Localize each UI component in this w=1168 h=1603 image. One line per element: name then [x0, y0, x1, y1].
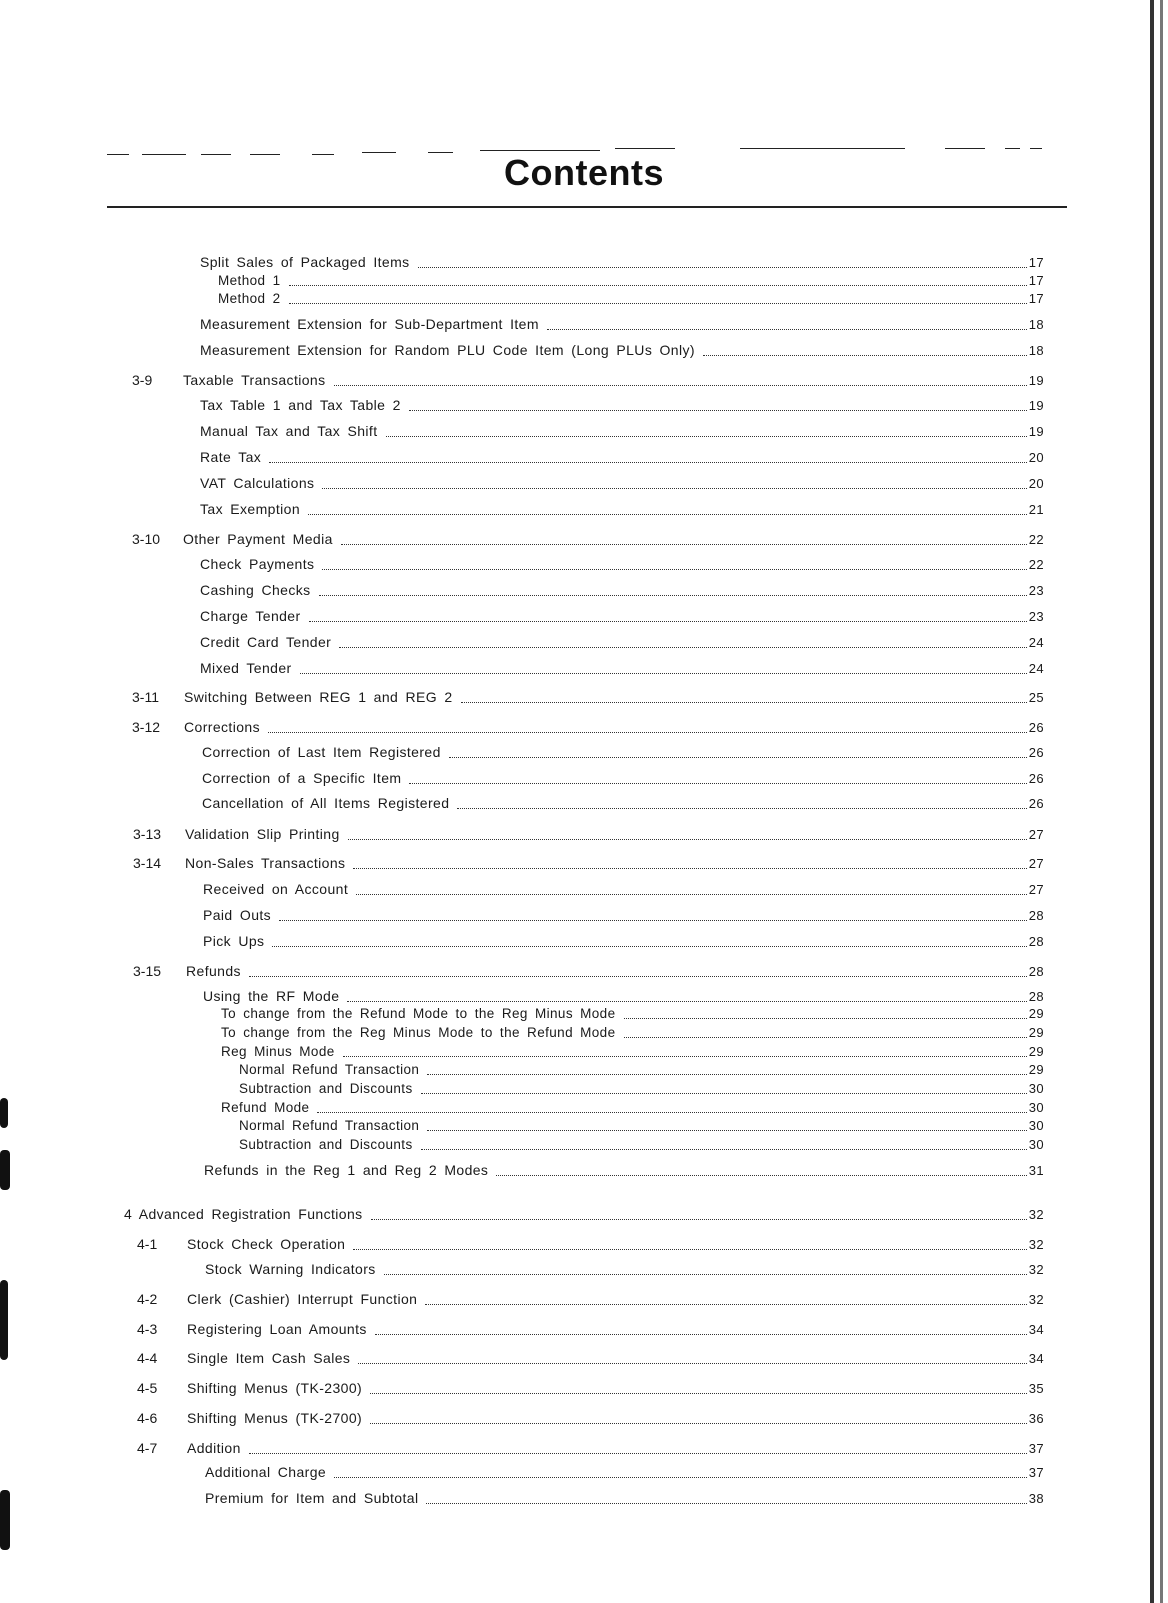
- toc-page: 32: [1028, 1292, 1044, 1307]
- dot-leader: [322, 569, 1026, 570]
- toc-page: 28: [1028, 908, 1044, 923]
- dot-leader: [322, 488, 1026, 489]
- toc-entry: [187, 1291, 1044, 1308]
- dot-leader: [461, 702, 1027, 703]
- section-number: 3-15: [133, 963, 162, 979]
- toc-label: Shifting Menus (TK-2300): [187, 1380, 363, 1396]
- dot-leader: [496, 1175, 1026, 1176]
- toc-entry: [200, 582, 1044, 599]
- toc-entry: [187, 1321, 1044, 1338]
- toc-entry: [200, 501, 1044, 518]
- toc-entry: [202, 795, 1044, 812]
- toc-label: Premium for Item and Subtotal: [205, 1490, 419, 1506]
- toc-entry: [202, 770, 1044, 787]
- section-number: 4-7: [137, 1440, 158, 1456]
- dot-leader: [249, 976, 1027, 977]
- toc-page: 32: [1028, 1237, 1044, 1252]
- toc-entry: [187, 1350, 1044, 1367]
- toc-page: 34: [1028, 1322, 1044, 1337]
- toc-label: Addition: [187, 1440, 241, 1456]
- toc-entry: [187, 1380, 1044, 1397]
- toc-page: 17: [1028, 291, 1044, 306]
- toc-label: Pick Ups: [203, 933, 265, 949]
- toc-entry: [183, 372, 1044, 389]
- toc-label: Rate Tax: [200, 449, 262, 465]
- toc-label: Check Payments: [200, 556, 315, 572]
- toc-page: 26: [1028, 720, 1044, 735]
- toc-page: 26: [1028, 796, 1044, 811]
- toc-label: Clerk (Cashier) Interrupt Function: [187, 1291, 418, 1307]
- scan-mark-left: [0, 1098, 8, 1128]
- dot-leader: [334, 1477, 1027, 1478]
- toc-label: Tax Exemption: [200, 501, 301, 517]
- toc-label: Cancellation of All Items Registered: [202, 795, 450, 811]
- section-number: 4-3: [137, 1321, 158, 1337]
- toc-entry: [200, 397, 1044, 414]
- toc-entry: [200, 634, 1044, 651]
- title-rule: [107, 206, 1067, 208]
- dot-leader: [353, 1249, 1026, 1250]
- toc-label: Credit Card Tender: [200, 634, 332, 650]
- toc-entry: [203, 988, 1044, 1005]
- toc-entry: [205, 1490, 1044, 1507]
- toc-label: Received on Account: [203, 881, 349, 897]
- toc-label: Additional Charge: [205, 1464, 327, 1480]
- section-number: 4-2: [137, 1291, 158, 1307]
- toc-entry: [200, 423, 1044, 440]
- toc-page: 28: [1028, 934, 1044, 949]
- toc-label: Corrections: [184, 719, 260, 735]
- toc-label: Correction of Last Item Registered: [202, 744, 441, 760]
- section-number: 3-11: [132, 689, 159, 705]
- toc-entry: [200, 556, 1044, 573]
- toc-page: 26: [1028, 745, 1044, 760]
- toc-entry: [184, 689, 1044, 706]
- header-dash: [945, 148, 985, 149]
- dot-leader: [356, 894, 1027, 895]
- toc-page: 28: [1028, 964, 1044, 979]
- toc-entry: [203, 907, 1044, 924]
- toc-label: Non-Sales Transactions: [185, 855, 346, 871]
- toc-label: To change from the Reg Minus Mode to the Refund Mode: [221, 1025, 616, 1040]
- dot-leader: [289, 303, 1027, 304]
- toc-label: Single Item Cash Sales: [187, 1350, 351, 1366]
- toc-entry: [200, 316, 1044, 333]
- toc-entry: [200, 608, 1044, 625]
- toc-page: 23: [1028, 609, 1044, 624]
- toc-entry: [221, 1006, 1044, 1022]
- toc-label: VAT Calculations: [200, 475, 315, 491]
- scan-mark-left: [0, 1280, 8, 1360]
- toc-page: 30: [1028, 1118, 1044, 1133]
- dot-leader: [343, 1056, 1027, 1057]
- toc-page: 19: [1028, 424, 1044, 439]
- dot-leader: [426, 1503, 1026, 1504]
- toc-label: Tax Table 1 and Tax Table 2: [200, 397, 401, 413]
- toc-entry: [200, 254, 1044, 271]
- toc-entry: [203, 933, 1044, 950]
- toc-page: 18: [1028, 317, 1044, 332]
- toc-page: 36: [1028, 1411, 1044, 1426]
- section-number: 3-14: [133, 855, 162, 871]
- toc-page: 21: [1028, 502, 1044, 517]
- dot-leader: [308, 514, 1027, 515]
- dot-leader: [334, 385, 1027, 386]
- header-dash: [480, 150, 600, 151]
- dot-leader: [384, 1274, 1027, 1275]
- section-number: 4-4: [137, 1350, 158, 1366]
- dot-leader: [317, 1112, 1026, 1113]
- dot-leader: [300, 673, 1027, 674]
- toc-label: 4 Advanced Registration Functions: [124, 1206, 363, 1222]
- dot-leader: [421, 1149, 1027, 1150]
- toc-entry: [204, 1162, 1044, 1179]
- toc-entry: [187, 1236, 1044, 1253]
- toc-page: 30: [1028, 1137, 1044, 1152]
- toc-entry: [239, 1118, 1044, 1134]
- toc-page: 28: [1028, 989, 1044, 1004]
- dot-leader: [547, 329, 1027, 330]
- toc-page: 29: [1028, 1025, 1044, 1040]
- toc-label: Cashing Checks: [200, 582, 311, 598]
- dot-leader: [353, 868, 1026, 869]
- toc-page: 22: [1028, 532, 1044, 547]
- toc-entry: [205, 1464, 1044, 1481]
- toc-label: Validation Slip Printing: [185, 826, 340, 842]
- dot-leader: [386, 436, 1027, 437]
- toc-label: Method 1: [218, 273, 281, 288]
- toc-entry: [218, 273, 1044, 289]
- header-dash: [740, 148, 905, 149]
- toc-page: 27: [1028, 882, 1044, 897]
- scan-mark-left: [0, 1490, 10, 1550]
- toc-label: Manual Tax and Tax Shift: [200, 423, 378, 439]
- toc-page: 29: [1028, 1062, 1044, 1077]
- section-number: 3-12: [132, 719, 161, 735]
- toc-entry: [239, 1062, 1044, 1078]
- toc-chapter-entry: [124, 1206, 1044, 1223]
- toc-entry: [184, 719, 1044, 736]
- dot-leader: [703, 355, 1027, 356]
- section-number: 3-13: [133, 826, 162, 842]
- dot-leader: [409, 783, 1026, 784]
- toc-page: 26: [1028, 771, 1044, 786]
- dot-leader: [370, 1423, 1027, 1424]
- toc-label: Split Sales of Packaged Items: [200, 254, 410, 270]
- toc-entry: [187, 1410, 1044, 1427]
- toc-page: 27: [1028, 827, 1044, 842]
- toc-page: 19: [1028, 373, 1044, 388]
- toc-label: Subtraction and Discounts: [239, 1081, 413, 1096]
- dot-leader: [268, 732, 1027, 733]
- toc-entry: [202, 744, 1044, 761]
- dot-leader: [309, 621, 1027, 622]
- dot-leader: [341, 544, 1027, 545]
- toc-label: Correction of a Specific Item: [202, 770, 402, 786]
- toc-page: 29: [1028, 1044, 1044, 1059]
- dot-leader: [370, 1393, 1027, 1394]
- toc-page: 35: [1028, 1381, 1044, 1396]
- dot-leader: [375, 1334, 1027, 1335]
- dot-leader: [409, 410, 1027, 411]
- toc-page: 25: [1028, 690, 1044, 705]
- toc-page: 30: [1028, 1100, 1044, 1115]
- toc-label: Stock Check Operation: [187, 1236, 346, 1252]
- toc-page: 27: [1028, 856, 1044, 871]
- toc-page: 18: [1028, 343, 1044, 358]
- toc-label: Normal Refund Transaction: [239, 1062, 420, 1077]
- toc-label: Reg Minus Mode: [221, 1044, 335, 1059]
- toc-label: Switching Between REG 1 and REG 2: [184, 689, 453, 705]
- header-dash: [1030, 148, 1042, 149]
- dot-leader: [449, 757, 1027, 758]
- toc-entry: [200, 475, 1044, 492]
- header-dash: [1005, 148, 1020, 149]
- dot-leader: [457, 808, 1026, 809]
- toc-label: Paid Outs: [203, 907, 272, 923]
- toc-label: Using the RF Mode: [203, 988, 340, 1004]
- toc-label: Measurement Extension for Sub-Department Item: [200, 316, 539, 332]
- section-number: 3-10: [132, 531, 161, 547]
- toc-page: 22: [1028, 557, 1044, 572]
- toc-page: 24: [1028, 661, 1044, 676]
- toc-entry: [221, 1025, 1044, 1041]
- toc-page: 24: [1028, 635, 1044, 650]
- toc-entry: [218, 291, 1044, 307]
- dot-leader: [279, 920, 1027, 921]
- toc-entry: [239, 1137, 1044, 1153]
- toc-entry: [186, 963, 1044, 980]
- section-number: 4-5: [137, 1380, 158, 1396]
- dot-leader: [418, 267, 1027, 268]
- dot-leader: [624, 1018, 1027, 1019]
- toc-label: Refund Mode: [221, 1100, 310, 1115]
- toc-entry: [200, 660, 1044, 677]
- toc-label: Stock Warning Indicators: [205, 1261, 376, 1277]
- toc-page: 38: [1028, 1491, 1044, 1506]
- toc-page: 17: [1028, 273, 1044, 288]
- toc-label: Shifting Menus (TK-2700): [187, 1410, 363, 1426]
- toc-entry: [183, 531, 1044, 548]
- toc-page: 30: [1028, 1081, 1044, 1096]
- toc-entry: [221, 1100, 1044, 1116]
- toc-entry: [239, 1081, 1044, 1097]
- toc-entry: [187, 1440, 1044, 1457]
- toc-entry: [185, 855, 1044, 872]
- toc-page: 31: [1028, 1163, 1044, 1178]
- toc-label: Method 2: [218, 291, 281, 306]
- toc-label: Other Payment Media: [183, 531, 333, 547]
- toc-label: Subtraction and Discounts: [239, 1137, 413, 1152]
- toc-entry: [200, 449, 1044, 466]
- dot-leader: [425, 1304, 1026, 1305]
- toc-entry: [221, 1044, 1044, 1060]
- dot-leader: [319, 595, 1027, 596]
- dot-leader: [371, 1219, 1027, 1220]
- toc-page: 20: [1028, 450, 1044, 465]
- section-number: 3-9: [132, 372, 153, 388]
- dot-leader: [348, 839, 1027, 840]
- toc-label: Taxable Transactions: [183, 372, 326, 388]
- toc-entry: [203, 881, 1044, 898]
- toc-page: 20: [1028, 476, 1044, 491]
- dot-leader: [358, 1363, 1026, 1364]
- toc-label: Refunds: [186, 963, 241, 979]
- toc-page: 34: [1028, 1351, 1044, 1366]
- scan-edge-right: [1160, 0, 1163, 1603]
- dot-leader: [347, 1001, 1026, 1002]
- dot-leader: [427, 1130, 1026, 1131]
- dot-leader: [339, 647, 1027, 648]
- dot-leader: [624, 1037, 1027, 1038]
- toc-label: Measurement Extension for Random PLU Code Item (Long PLUs Only): [200, 342, 695, 358]
- scan-mark-left: [0, 1150, 10, 1190]
- header-dash: [615, 148, 675, 149]
- toc-page: 37: [1028, 1441, 1044, 1456]
- toc-page: 29: [1028, 1006, 1044, 1021]
- toc-label: Refunds in the Reg 1 and Reg 2 Modes: [204, 1162, 489, 1178]
- toc-page: 23: [1028, 583, 1044, 598]
- page-title: Contents: [504, 152, 664, 193]
- toc-label: Normal Refund Transaction: [239, 1118, 420, 1133]
- toc-entry: [185, 826, 1044, 843]
- section-number: 4-6: [137, 1410, 158, 1426]
- dot-leader: [249, 1453, 1027, 1454]
- toc-page: 19: [1028, 398, 1044, 413]
- dot-leader: [269, 462, 1027, 463]
- dot-leader: [272, 946, 1026, 947]
- section-number: 4-1: [137, 1236, 158, 1252]
- toc-entry: [205, 1261, 1044, 1278]
- toc-page: 32: [1028, 1207, 1044, 1222]
- dot-leader: [421, 1093, 1027, 1094]
- toc-label: Charge Tender: [200, 608, 301, 624]
- toc-page: 32: [1028, 1262, 1044, 1277]
- toc-entry: [200, 342, 1044, 359]
- scan-edge-right: [1150, 0, 1154, 1603]
- toc-label: Mixed Tender: [200, 660, 292, 676]
- toc-page: 17: [1028, 255, 1044, 270]
- toc-label: Registering Loan Amounts: [187, 1321, 367, 1337]
- toc-page: 37: [1028, 1465, 1044, 1480]
- dot-leader: [289, 285, 1027, 286]
- dot-leader: [427, 1074, 1026, 1075]
- toc-label: To change from the Refund Mode to the Reg Minus Mode: [221, 1006, 616, 1021]
